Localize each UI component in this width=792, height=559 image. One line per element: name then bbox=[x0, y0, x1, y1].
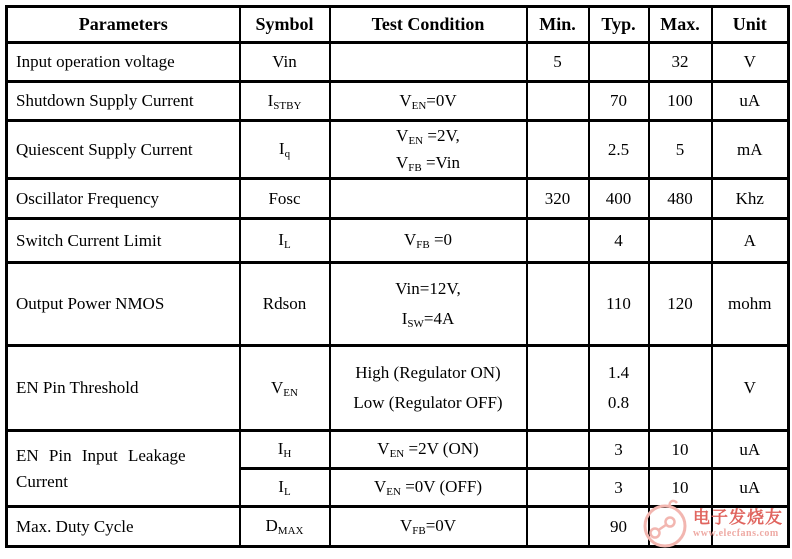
header-row bbox=[7, 7, 789, 43]
table-row bbox=[7, 219, 789, 263]
symbol-cell: Fosc bbox=[240, 179, 330, 219]
col-header-symbol: Symbol bbox=[240, 7, 330, 43]
min-cell bbox=[527, 263, 589, 346]
max-cell: 5 bbox=[649, 121, 712, 179]
max-cell: 100 bbox=[649, 82, 712, 121]
condition-cell: $V_{FB}=0V$ bbox=[330, 507, 527, 547]
min-cell bbox=[527, 346, 589, 431]
unit-cell: uA bbox=[712, 82, 789, 121]
param-cell: Output Power NMOS bbox=[7, 263, 240, 346]
min-cell: 5 bbox=[527, 43, 589, 82]
table-row bbox=[7, 82, 789, 121]
unit-cell: uA bbox=[712, 469, 789, 507]
max-cell: 10 bbox=[649, 431, 712, 469]
symbol-cell: $I_H$ bbox=[240, 431, 330, 469]
unit-cell: V bbox=[712, 43, 789, 82]
col-header-min: Min. bbox=[527, 7, 589, 43]
condition-cell bbox=[330, 179, 527, 219]
unit-cell: mohm bbox=[712, 263, 789, 346]
max-cell: 10 bbox=[649, 469, 712, 507]
typ-cell: 110 bbox=[589, 263, 649, 346]
unit-cell: uA bbox=[712, 431, 789, 469]
typ-cell bbox=[589, 43, 649, 82]
max-cell: 120 bbox=[649, 263, 712, 346]
condition-cell: $V_{EN} =2V$, $V_{FB} =Vin$ bbox=[330, 121, 527, 179]
symbol-cell: Vin bbox=[240, 43, 330, 82]
symbol-cell: $I_L$ bbox=[240, 469, 330, 507]
table-row bbox=[7, 431, 789, 469]
min-cell: 320 bbox=[527, 179, 589, 219]
condition-cell: $V_{EN}=0V$ bbox=[330, 82, 527, 121]
table-row bbox=[7, 121, 789, 179]
table-row bbox=[7, 179, 789, 219]
max-cell bbox=[649, 507, 712, 547]
param-cell: Input operation voltage bbox=[7, 43, 240, 82]
min-cell bbox=[527, 469, 589, 507]
condition-cell: Vin=12V, $I_{SW}=4A$ bbox=[330, 263, 527, 346]
unit-cell: mA bbox=[712, 121, 789, 179]
watermark-brand-text: 电子发烧友 bbox=[693, 508, 783, 527]
unit-cell: Khz bbox=[712, 179, 789, 219]
typ-cell: 90 bbox=[589, 507, 649, 547]
watermark-url-text: www.elecfans.com bbox=[693, 528, 779, 540]
col-header-max: Max. bbox=[649, 7, 712, 43]
min-cell bbox=[527, 219, 589, 263]
min-cell bbox=[527, 82, 589, 121]
max-cell bbox=[649, 346, 712, 431]
condition-cell: $V_{EN} =2V$ (ON) bbox=[330, 431, 527, 469]
table-row bbox=[7, 346, 789, 431]
param-cell: Shutdown Supply Current bbox=[7, 82, 240, 121]
param-cell: Quiescent Supply Current bbox=[7, 121, 240, 179]
table-row bbox=[7, 43, 789, 82]
col-header-unit: Unit bbox=[712, 7, 789, 43]
typ-cell: 70 bbox=[589, 82, 649, 121]
typ-cell: 3 bbox=[589, 469, 649, 507]
unit-cell: A bbox=[712, 219, 789, 263]
param-cell: Oscillator Frequency bbox=[7, 179, 240, 219]
electrical-characteristics-table bbox=[5, 5, 790, 548]
col-header-parameters: Parameters bbox=[7, 7, 240, 43]
typ-cell: 1.4 0.8 bbox=[589, 346, 649, 431]
typ-cell: 2.5 bbox=[589, 121, 649, 179]
symbol-cell: $V_{EN}$ bbox=[240, 346, 330, 431]
param-cell: Max. Duty Cycle bbox=[7, 507, 240, 547]
typ-cell: 400 bbox=[589, 179, 649, 219]
param-cell: EN Pin Threshold bbox=[7, 346, 240, 431]
max-cell bbox=[649, 219, 712, 263]
condition-cell: $V_{FB} =0$ bbox=[330, 219, 527, 263]
symbol-cell: Rdson bbox=[240, 263, 330, 346]
condition-cell: High (Regulator ON) Low (Regulator OFF) bbox=[330, 346, 527, 431]
symbol-cell: $I_L$ bbox=[240, 219, 330, 263]
min-cell bbox=[527, 431, 589, 469]
table-row bbox=[7, 263, 789, 346]
param-cell: Switch Current Limit bbox=[7, 219, 240, 263]
unit-cell: V bbox=[712, 346, 789, 431]
min-cell bbox=[527, 121, 589, 179]
col-header-test-condition: Test Condition bbox=[330, 7, 527, 43]
param-cell-merged: EN Pin Input Leakage Current bbox=[7, 431, 240, 507]
condition-cell: $V_{EN} =0V$ (OFF) bbox=[330, 469, 527, 507]
typ-cell: 3 bbox=[589, 431, 649, 469]
symbol-cell: $D_{MAX}$ bbox=[240, 507, 330, 547]
condition-cell bbox=[330, 43, 527, 82]
min-cell bbox=[527, 507, 589, 547]
unit-cell bbox=[712, 507, 789, 547]
max-cell: 32 bbox=[649, 43, 712, 82]
symbol-cell: $I_{STBY}$ bbox=[240, 82, 330, 121]
typ-cell: 4 bbox=[589, 219, 649, 263]
symbol-cell: $I_q$ bbox=[240, 121, 330, 179]
max-cell: 480 bbox=[649, 179, 712, 219]
col-header-typ: Typ. bbox=[589, 7, 649, 43]
table-row bbox=[7, 507, 789, 547]
